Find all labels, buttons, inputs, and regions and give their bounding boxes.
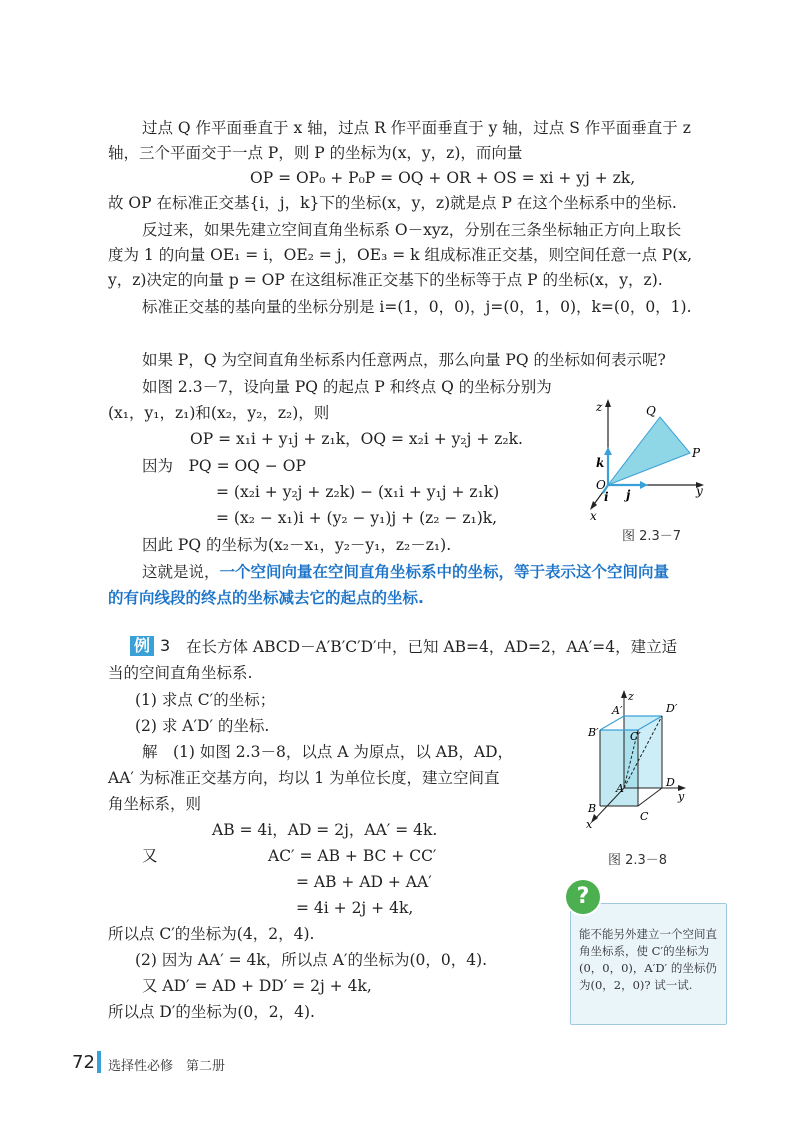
label-C1: C′ bbox=[630, 730, 641, 743]
book-title: 选择性必修 第二册 bbox=[108, 1059, 226, 1074]
question-icon: ? bbox=[566, 880, 600, 914]
solution-eq1: AB = 4i，AD = 2j，AA′ = 4k. bbox=[212, 821, 438, 839]
label-P: P bbox=[692, 446, 701, 460]
example-line2: 当的空间直角坐标系. bbox=[108, 664, 253, 682]
result-line2: (2) 因为 AA′ = 4k，所以点 A′的坐标为(0，0，4). bbox=[135, 951, 488, 969]
figure-2-3-8 bbox=[582, 688, 712, 838]
question-line6: = (x₂i + y₂j + z₂k) − (x₁i + y₁j + z₁k) bbox=[216, 483, 500, 501]
label-j: j bbox=[626, 488, 631, 502]
solution-eq4: = 4i + 2j + 4k, bbox=[296, 899, 414, 917]
side-note-text: 能不能另外建立一个空间直角坐标系，使 C′的坐标为(0，0，0)，A′D′ 的坐标仍为(0，2，0)? 试一试. bbox=[579, 927, 717, 992]
para1-line1: 过点 Q 作平面垂直于 x 轴，过点 R 作平面垂直于 y 轴，过点 S 作平面垂直于 z bbox=[142, 119, 691, 137]
label-B1: B′ bbox=[588, 726, 599, 739]
figure-2-3-8-caption: 图 2.3－8 bbox=[608, 853, 668, 868]
label-B: B bbox=[588, 802, 597, 815]
para2-line1: 反过来，如果先建立空间直角坐标系 O－xyz，分别在三条坐标轴正方向上取长 bbox=[142, 221, 682, 239]
label-Q: Q bbox=[646, 404, 656, 418]
label-C: C bbox=[640, 810, 649, 823]
example-number: 3 bbox=[160, 636, 171, 655]
label-k: k bbox=[596, 456, 605, 470]
label-z: z bbox=[596, 400, 603, 414]
label-A: A bbox=[616, 782, 624, 795]
solution-line2: AA′ 为标准正交基方向，均以 1 为单位长度，建立空间直 bbox=[108, 769, 500, 787]
solution-you: 又 bbox=[142, 847, 158, 865]
conclusion-line2: 的有向线段的终点的坐标减去它的起点的坐标. bbox=[108, 589, 424, 607]
question-line1: 如果 P，Q 为空间直角坐标系内任意两点，那么向量 PQ 的坐标如何表示呢? bbox=[142, 351, 666, 369]
label-y: y bbox=[696, 484, 703, 498]
label-A1: A′ bbox=[612, 704, 623, 717]
figure-2-3-7 bbox=[588, 395, 718, 520]
result-line1: 所以点 C′的坐标为(4，2，4). bbox=[108, 925, 315, 943]
label-D: D bbox=[666, 776, 675, 789]
label-y: y bbox=[678, 790, 685, 803]
label-i: i bbox=[604, 490, 609, 504]
para1-line2: 轴，三个平面交于一点 P，则 P 的坐标为(x，y，z)，而向量 bbox=[108, 144, 523, 162]
conclusion-highlight: 一个空间向量在空间直角坐标系中的坐标，等于表示这个空间向量 bbox=[219, 563, 670, 581]
label-x: x bbox=[590, 509, 597, 520]
example-sub2: (2) 求 A′D′ 的坐标. bbox=[135, 717, 270, 735]
footer-divider bbox=[97, 1051, 101, 1073]
example-line1: 在长方体 ABCD－A′B′C′D′中，已知 AB=4，AD=2，AA′=4，建立适 bbox=[186, 638, 678, 656]
solution-line3: 角坐标系，则 bbox=[108, 795, 202, 813]
question-line2: 如图 2.3－7，设向量 PQ 的起点 P 和终点 Q 的坐标分别为 bbox=[142, 378, 552, 396]
result-line3: 又 AD′ = AD + DD′ = 2j + 4k, bbox=[142, 977, 372, 995]
para1-equation: OP = OP₀ + P₀P = OQ + OR + OS = xi + yj + zk, bbox=[250, 169, 636, 187]
conclusion-prefix: 这就是说， bbox=[142, 563, 220, 581]
result-line4: 所以点 D′的坐标为(0，2，4). bbox=[108, 1003, 315, 1021]
label-x: x bbox=[586, 818, 593, 831]
question-line4: OP = x₁i + y₁j + z₁k，OQ = x₂i + y₂j + z₂k. bbox=[190, 430, 523, 448]
question-line7: = (x₂ − x₁)i + (y₂ − y₁)j + (z₂ − z₁)k, bbox=[216, 509, 498, 527]
solution-eq2: AC′ = AB + BC + CC′ bbox=[268, 847, 437, 865]
para1-line4: 故 OP 在标准正交基{i，j，k}下的坐标(x，y，z)就是点 P 在这个坐标系中的坐标. bbox=[108, 194, 677, 212]
label-O: O bbox=[596, 478, 606, 492]
side-note-box bbox=[570, 903, 727, 1025]
example-sub1: (1) 求点 C′的坐标； bbox=[135, 691, 276, 709]
solution-eq3: = AB + AD + AA′ bbox=[296, 873, 432, 891]
question-line8: 因此 PQ 的坐标为(x₂－x₁，y₂－y₁，z₂－z₁). bbox=[142, 536, 452, 554]
figure-2-3-7-caption: 图 2.3－7 bbox=[622, 529, 682, 544]
example-label: 例 bbox=[130, 636, 154, 656]
question-line3: (x₁，y₁，z₁)和(x₂，y₂，z₂)，则 bbox=[108, 404, 330, 422]
question-line5: 因为 PQ = OQ − OP bbox=[142, 457, 306, 475]
label-D1: D′ bbox=[666, 702, 678, 715]
solution-line1: 解 (1) 如图 2.3－8，以点 A 为原点，以 AB，AD， bbox=[142, 743, 514, 761]
page-number: 72 bbox=[72, 1052, 95, 1073]
triangle-OPQ bbox=[608, 417, 690, 485]
para2-line2: 度为 1 的向量 OE₁ = i，OE₂ = j，OE₃ = k 组成标准正交基，则空间任意一点 P(x, bbox=[108, 246, 693, 264]
para2-line3: y，z)决定的向量 p = OP 在这组标准正交基下的坐标等于点 P 的坐标(x，y，z). bbox=[108, 271, 663, 289]
conclusion-line1 bbox=[142, 562, 669, 582]
label-z: z bbox=[628, 690, 634, 703]
para3: 标准正交基的基向量的坐标分别是 i=(1，0，0)，j=(0，1，0)，k=(0，0，1). bbox=[142, 298, 692, 316]
